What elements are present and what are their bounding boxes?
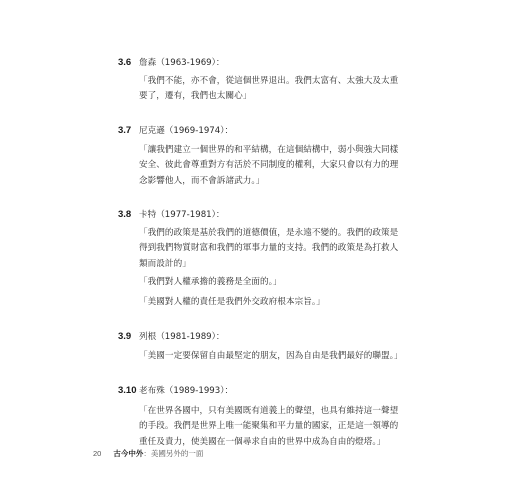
quote-paragraph: 「讓我們建立一個世界的和平結構，在這個結構中，弱小與強大同樣安全、彼此會尊重對方有活於不同制度的權利，大家只會以有力的理念影響他人，而不會訴諸武力。」: [139, 145, 399, 186]
entry-number: 3.10: [118, 385, 137, 396]
entry-title: 詹森（1963-1969）：: [139, 58, 225, 68]
entry-heading: [118, 57, 225, 69]
running-subtitle: 美國另外的一面: [150, 449, 204, 458]
quote-paragraph: 「美國對人權的責任是我們外交政府根本宗旨。」: [139, 297, 325, 307]
entry-title: 列根（1981-1989）：: [139, 332, 225, 342]
entry-title: 卡特（1977-1981）：: [139, 210, 225, 220]
entry-title: 尼克遜（1969-1974）：: [139, 126, 234, 136]
quote-paragraph: 「我們對人權承擔的義務是全面的。」: [139, 277, 282, 287]
entry-heading: [118, 209, 225, 221]
quote-paragraph: 「我們不能，亦不會，從這個世界退出。我們太富有、太強大及太重要了，遷有，我們也太關心」: [139, 76, 399, 102]
quote-paragraph: 「在世界各國中，只有美國既有道義上的聲望，也具有維持這一聲望的手段。我們是世界上唯一能聚集和平力量的國家，正是這一領導的重任及責力，使美國在一個尋求自由的世界中成為自由的燈塔。」: [139, 406, 399, 447]
entry-heading: [118, 331, 225, 343]
entry-number: 3.8: [118, 209, 132, 220]
entry-number: 3.6: [118, 57, 132, 68]
running-title-separator: ：: [143, 449, 151, 458]
page-footer: [93, 449, 203, 459]
entry-title: 老布殊（1989-1993）：: [139, 386, 234, 396]
entry-number: 3.9: [118, 331, 132, 342]
quote-paragraph: 「我們的政策是基於我們的道德價值，是永遠不變的。我們的政策是得到我們物質財富和我們的軍事力量的支持。我們的政策是為打救人類而設計的」: [139, 228, 399, 269]
entry-heading: [118, 125, 233, 137]
running-title: 古今中外: [113, 449, 144, 458]
quote-paragraph: 「美國一定要保留自由最堅定的朋友，因為自由是我們最好的聯盟。」: [139, 351, 403, 361]
entry-heading: [118, 385, 233, 397]
page-number: 20: [93, 449, 102, 458]
entry-number: 3.7: [118, 125, 132, 136]
